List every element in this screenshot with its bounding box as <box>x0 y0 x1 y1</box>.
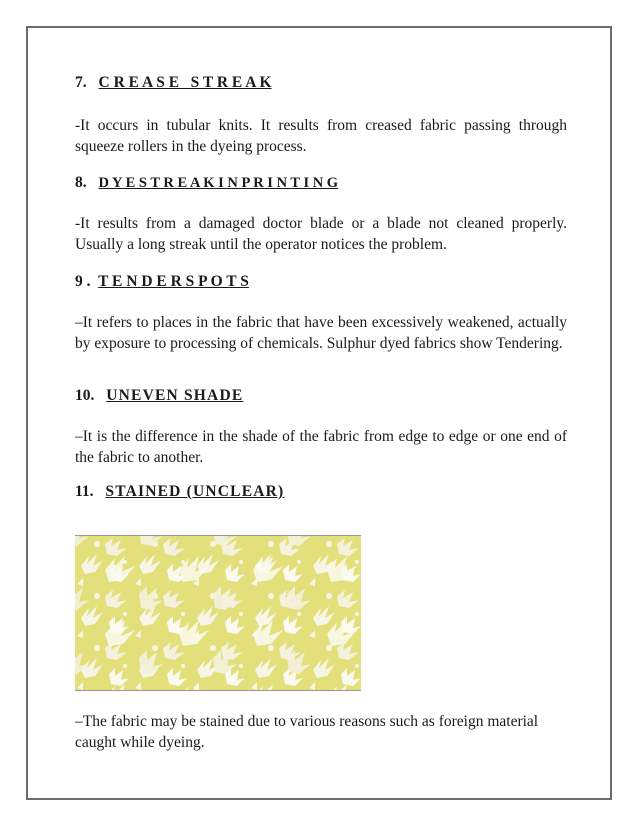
section-stained <box>75 482 567 502</box>
section-dye-streak <box>75 173 567 255</box>
section-heading <box>75 73 567 93</box>
section-crease-streak <box>75 73 567 157</box>
section-title: STAINED (UNCLEAR) <box>105 483 285 500</box>
section-heading <box>75 386 567 406</box>
section-number: 11. <box>75 483 94 500</box>
section-heading <box>75 482 567 502</box>
section-uneven-shade <box>75 386 567 468</box>
section-number: 10. <box>75 387 95 404</box>
section-number: 8. <box>75 174 87 191</box>
section-number: 9 . <box>75 273 91 290</box>
section-stained-text <box>75 711 567 753</box>
section-title: T E N D E R S P O T S <box>98 273 249 290</box>
stained-fabric-image <box>75 535 361 691</box>
section-title: C R E A S E S T R E A K <box>98 74 272 91</box>
section-text: -It results from a damaged doctor blade or a blade not cleaned properly. Usually a long streak until the operator notices the problem. <box>75 215 567 253</box>
section-text: –It is the difference in the shade of the fabric from edge to edge or one end of the fabric to another. <box>75 428 567 466</box>
section-tender-spots <box>75 272 567 354</box>
section-text: –It refers to places in the fabric that have been excessively weakened, actually by exposure to processing of chemicals. Sulphur dyed fabrics show Tendering. <box>75 314 567 352</box>
section-number: 7. <box>75 74 87 91</box>
section-heading <box>75 173 567 193</box>
section-text: –The fabric may be stained due to various reasons such as foreign material caught while dyeing. <box>75 713 539 751</box>
section-heading <box>75 272 567 292</box>
section-title: D Y E S T R E A K I N P R I N T I N G <box>98 175 339 191</box>
section-text: -It occurs in tubular knits. It results from creased fabric passing through squeeze rollers in the dyeing process. <box>75 117 567 155</box>
section-title: UNEVEN SHADE <box>106 387 244 404</box>
